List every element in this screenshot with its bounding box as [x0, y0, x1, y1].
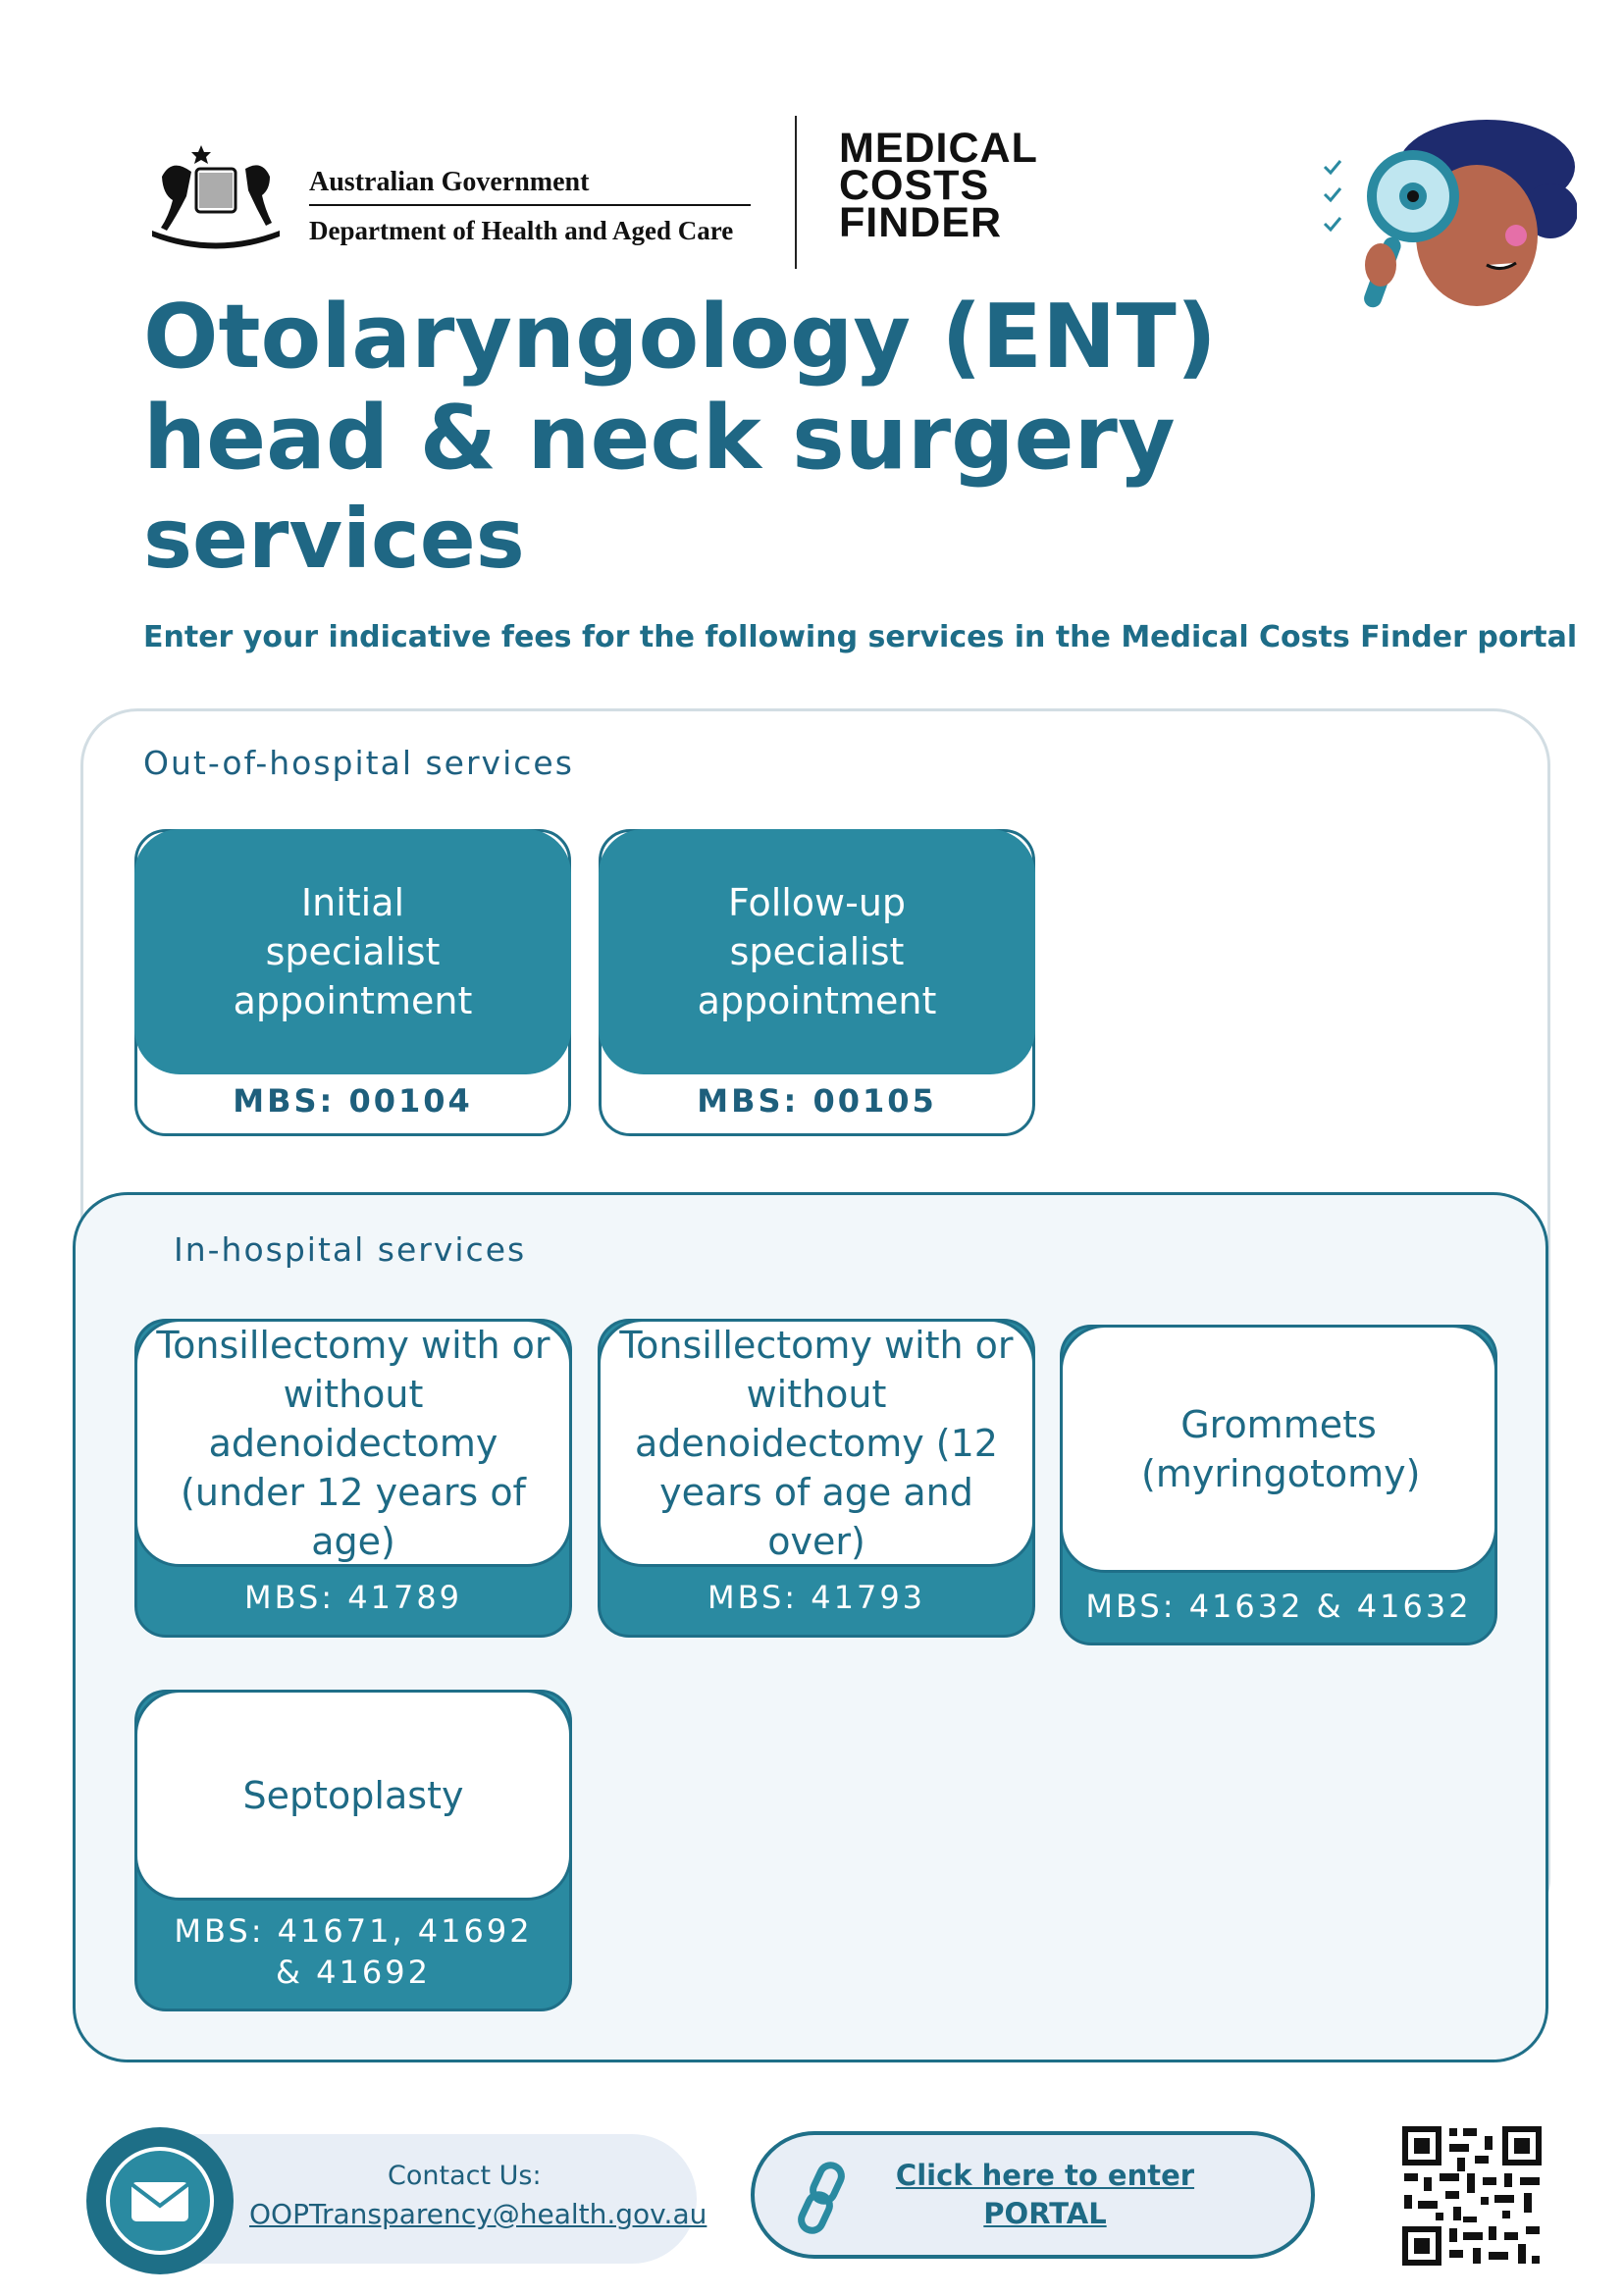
mbs-code: MBS: 41632 & 41632 [1085, 1588, 1472, 1625]
service-card-title-box [134, 1690, 572, 1901]
page-title [143, 287, 1217, 590]
subtitle: Enter your indicative fees for the following services in the Medical Costs Finder portal [143, 620, 1578, 654]
service-card-title-box [1060, 1325, 1497, 1573]
service-card-title: Follow-up specialist appointment [697, 881, 937, 1022]
mbs-code: MBS: 41789 [243, 1579, 463, 1616]
out-of-hospital-label: Out-of-hospital services [143, 744, 574, 782]
header-divider [795, 116, 797, 269]
qr-code-icon[interactable] [1398, 2122, 1545, 2270]
link-icon [793, 2159, 852, 2237]
service-card-grommets[interactable] [1060, 1325, 1497, 1645]
service-card-initial-appointment[interactable] [134, 829, 571, 1136]
coat-of-arms-icon [142, 137, 289, 255]
service-card-title-box [134, 829, 571, 1074]
title-line-1: Otolaryngology (ENT) [143, 286, 1217, 389]
service-card-septoplasty[interactable] [134, 1690, 572, 2011]
service-card-tonsillectomy-under-12[interactable] [134, 1319, 572, 1638]
portal-link-line-1: Click here to enter [895, 2159, 1195, 2192]
title-line-2: head & neck surgery [143, 387, 1176, 490]
brand-logo [839, 125, 1038, 246]
contact-email-link[interactable]: OOPTransparency@health.gov.au [249, 2198, 707, 2230]
service-card-title-box [599, 829, 1035, 1074]
magnifier-character-illustration [1320, 118, 1577, 334]
mail-icon [106, 2147, 214, 2255]
brand-line-2: COSTS [839, 162, 990, 209]
mbs-code: MBS: 41793 [707, 1579, 926, 1616]
brand-line-1: MEDICAL [839, 125, 1038, 172]
mbs-code: MBS: 00104 [233, 1082, 473, 1120]
mbs-code: MBS: 00105 [697, 1082, 937, 1120]
service-card-follow-up-appointment[interactable] [599, 829, 1035, 1136]
gov-department: Department of Health and Aged Care [309, 216, 734, 245]
service-card-tonsillectomy-12-and-over[interactable] [598, 1319, 1035, 1638]
service-card-title-box [598, 1319, 1035, 1567]
gov-title: Australian Government [309, 167, 590, 197]
service-card-title: Grommets (myringotomy) [1141, 1402, 1421, 1495]
service-card-title: Septoplasty [242, 1773, 464, 1817]
title-line-3: services [143, 491, 525, 587]
service-card-title: Initial specialist appointment [233, 881, 473, 1022]
service-card-title: Tonsillectomy with or without adenoidectomy (12 years of age and over) [619, 1323, 1014, 1563]
service-card-title-box [134, 1319, 572, 1567]
portal-link-line-2: PORTAL [983, 2197, 1107, 2230]
service-card-title: Tonsillectomy with or without adenoidectomy (under 12 years of age) [156, 1323, 550, 1563]
mbs-code: MBS: 41671, 41692 & 41692 [174, 1912, 533, 1991]
brand-line-3: FINDER [839, 199, 1003, 246]
in-hospital-label: In-hospital services [174, 1230, 527, 1269]
gov-divider [309, 204, 751, 206]
contact-label: Contact Us: [388, 2161, 542, 2191]
portal-link[interactable] [893, 2157, 1197, 2233]
